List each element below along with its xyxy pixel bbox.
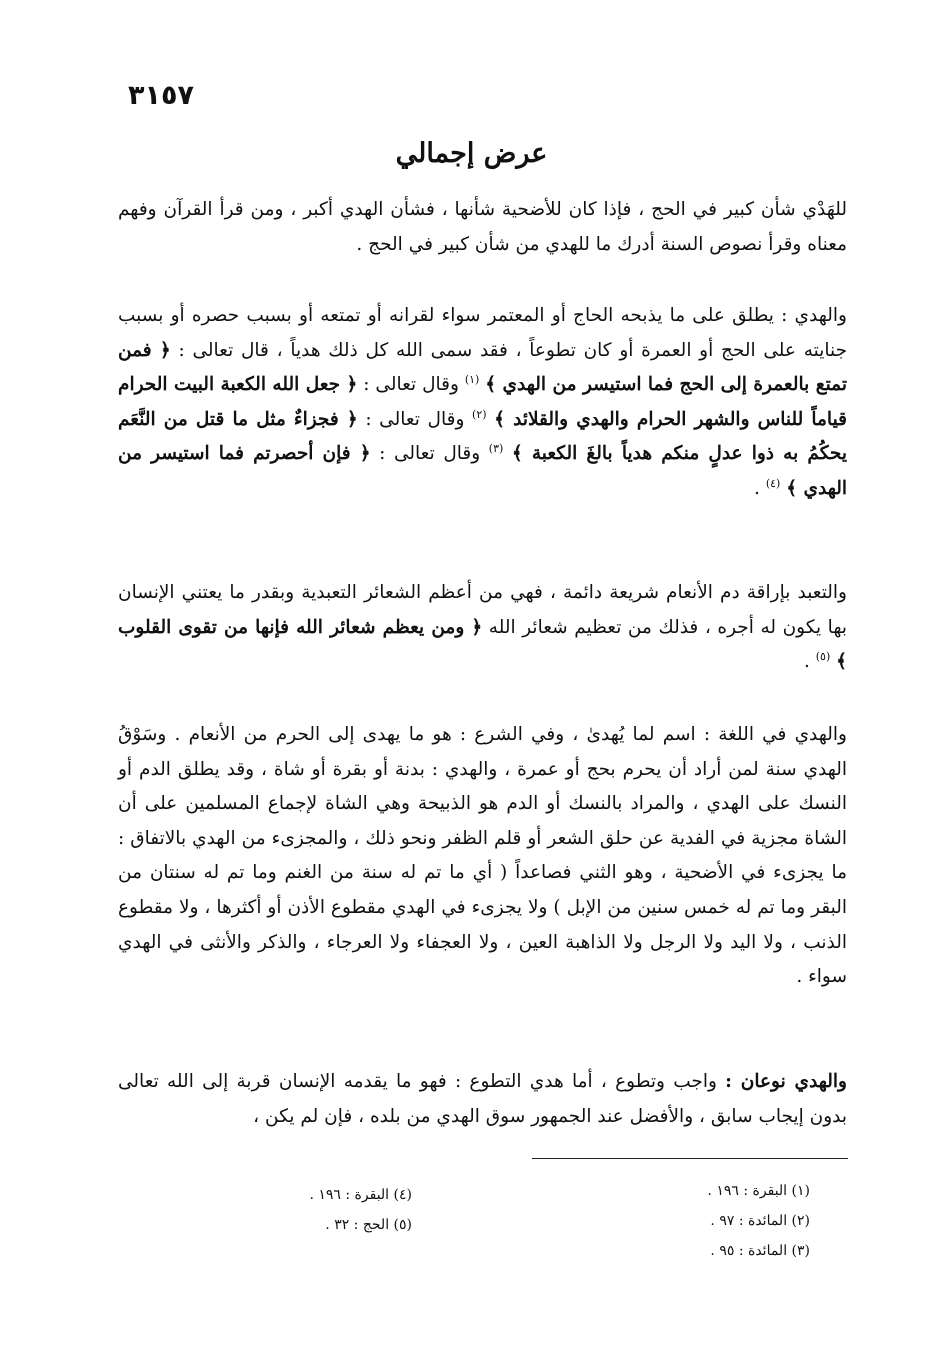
footnote-ref: (٤) (765, 476, 781, 490)
paragraph-types (118, 1065, 847, 1134)
quran-quote: ﴿ ومن يعظم شعائر الله فإنها من تقوى القلوب ﴾ (118, 616, 847, 673)
footnote: (٣) المائدة : ٩٥ . (710, 1243, 810, 1259)
footnote: (٥) الحج : ٣٢ . (325, 1217, 412, 1233)
paragraph-language (118, 718, 847, 995)
footnote-ref: (١) (464, 373, 480, 387)
footnote: (١) البقرة : ١٩٦ . (707, 1183, 810, 1199)
paragraph-text: . (754, 477, 766, 499)
footnote-divider (532, 1158, 848, 1159)
paragraph-text: وقال تعالى : (370, 443, 489, 465)
paragraph-text: وقال تعالى : (357, 374, 465, 396)
paragraph-text: وقال تعالى : (357, 408, 473, 430)
footnote: (٢) المائدة : ٩٧ . (710, 1213, 810, 1229)
quran-quote: ﴿ فإن أحصرتم فما استيسر من الهدي ﴾ (118, 443, 847, 499)
quran-quote: ﴿ فمن تمتع بالعمرة إلى الحج فما استيسر من الهدي ﴾ (118, 339, 847, 396)
paragraph-text: والتعبد بإراقة دم الأنعام شريعة دائمة ، فهي من أعظم الشعائر التعبدية وبقدر ما يعتني الإنسان بها يكون له أجره ، فذلك من تعظيم شعائر الله (118, 582, 847, 638)
paragraph-text: للهَدْي شأن كبير في الحج ، فإذا كان للأضحية شأنها ، فشأن الهدي أكبر ، ومن قرأ القرآن وفهم معناه وقرأ نصوص السنة أدرك ما للهدي من شأن كبير في الحج . (118, 199, 847, 255)
footnotes-right-column (580, 1176, 810, 1266)
paragraph-definition (118, 299, 847, 507)
paragraph-lead: والهدي نوعان : (725, 1071, 847, 1092)
paragraph-intro (118, 193, 847, 262)
paragraph-worship (118, 576, 847, 680)
section-title: عرض إجمالي (395, 138, 548, 169)
footnote-ref: (٣) (488, 442, 504, 456)
footnote-ref: (٢) (472, 407, 487, 421)
paragraph-text: والهدي : يطلق على ما يذبحه الحاج أو المعتمر سواء لقرانه أو تمتعه أو بسبب حصره أو بسبب جنايته على الحج أو العمرة أو كان تطوعاً ، فقد سمى الله كل ذلك هدياً ، قال تعالى : (118, 305, 848, 361)
footnote-ref: (٥) (815, 650, 831, 664)
quran-quote: ﴿ فجزاءٌ مثل ما قتل من النَّعَم يحكُمُ به ذوا عدلٍ منكم هدياً بالغَ الكعبة ﴾ (118, 408, 848, 465)
quran-quote: ﴿ جعل الله الكعبة البيت الحرام قياماً للناس والشهر الحرام والهدي والقلائد ﴾ (118, 374, 847, 430)
paragraph-text: . (803, 651, 816, 673)
paragraph-text: والهدي في اللغة : اسم لما يُهدىٰ ، وفي الشرع : هو ما يهدى إلى الحرم من الأنعام . وسَوْقُ الهدي سنة لمن أراد أن يحرم بحج أو عمرة ، والهدي : بدنة أو بقرة أو شاة ، وقد يطلق الدم أو النسك على الهدي ، والمراد بالنسك أو الدم هو الذبيحة وهي الشاة لإجماع المسلمين على أن الشاة مجزية في الفدية عن حلق الشعر أو قلم الظفر ونحو ذلك ، والمجزىء من الهدي بالاتفاق : ما يجزىء في الأضحية ، وهو الثني فصاعداً ( أي ما تم له سنة من الغنم وما تم له سنتان من البقر وما تم له خمس سنين من الإبل ) ولا يجزىء في الهدي مقطوع الأذن أو أكثرها ، ولا مقطوع الذنب ، ولا اليد ولا الرجل ولا الذاهبة العين ، ولا العجفاء ولا العرجاء ، والذكر والأنثى في الهدي سواء . (118, 724, 847, 988)
page-number: ٣١٥٧ (128, 80, 194, 111)
footnote: (٤) البقرة : ١٩٦ . (309, 1187, 412, 1203)
paragraph-text: واجب وتطوع ، أما هدي التطوع : فهو ما يقدمه الإنسان قربة إلى الله تعالى بدون إيجاب سابق ، والأفضل عند الجمهور سوق الهدي من بلده ، فإن لم يكن ، (118, 1071, 847, 1127)
footnotes-left-column (150, 1180, 412, 1240)
